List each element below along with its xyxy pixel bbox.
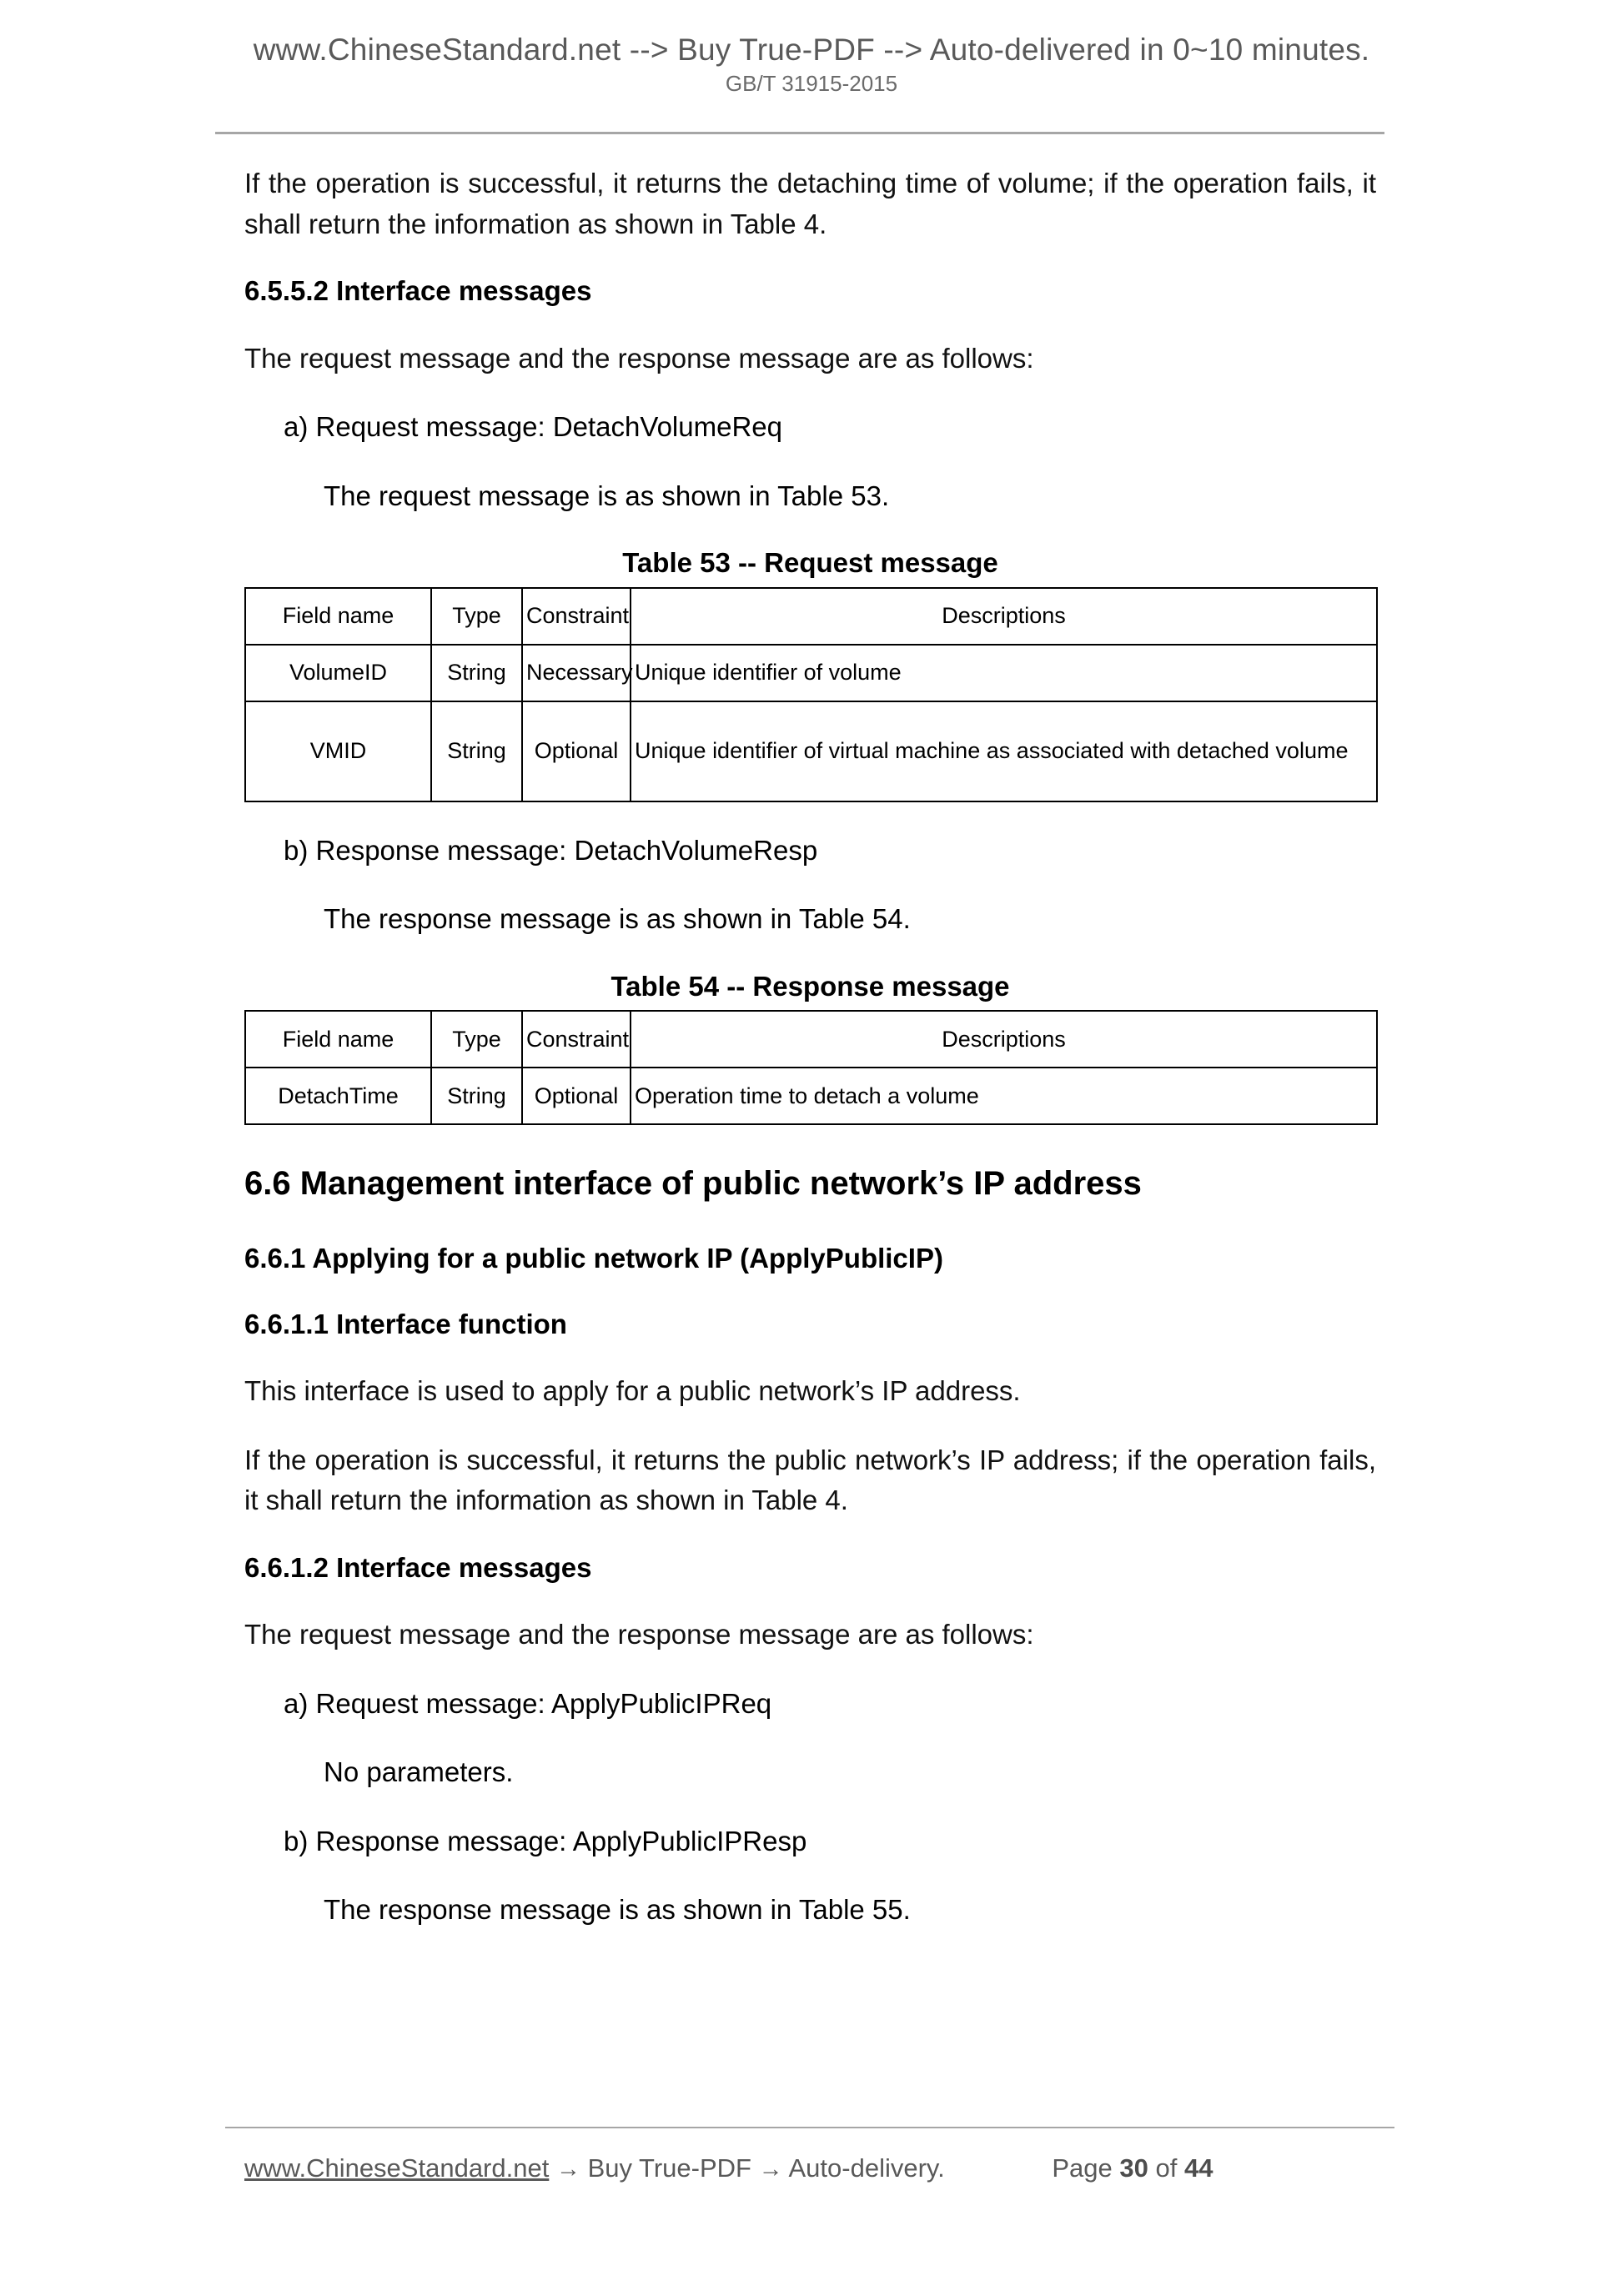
table-row <box>245 701 1377 801</box>
list-subtext-a-apply: No parameters. <box>324 1756 514 1788</box>
table-53-r0-constraint: Necessary <box>522 645 631 701</box>
footer-page-label: Page <box>1052 2153 1113 2183</box>
table-53-r1-type: String <box>431 701 522 801</box>
table-53-r1-field: VMID <box>245 701 431 801</box>
table-53-col-type: Type <box>431 588 522 645</box>
footer-delivery-label: Auto-delivery. <box>788 2153 945 2183</box>
paragraph-request-response-1: The request message and the response message are as follows: <box>244 342 1034 374</box>
table-54-col-field-name: Field name <box>245 1011 431 1068</box>
table-54-r0-type: String <box>431 1068 522 1124</box>
table-53-col-descriptions: Descriptions <box>631 588 1377 645</box>
footer-page-number: 30 <box>1119 2153 1148 2183</box>
heading-6-6: 6.6 Management interface of public network’s IP address <box>244 1165 1142 1203</box>
table-53-r0-description: Unique identifier of volume <box>631 645 1377 701</box>
table-54-r0-field: DetachTime <box>245 1068 431 1124</box>
paragraph-detach-result: If the operation is successful, it returns the detaching time of volume; if the operation fails, it shall return the information as shown in Table 4. <box>244 168 1376 239</box>
paragraph-apply-function: This interface is used to apply for a public network’s IP address. <box>244 1375 1021 1407</box>
footer-site-link[interactable]: www.ChineseStandard.net <box>244 2153 550 2183</box>
paragraph-apply-result: If the operation is successful, it returns the public network’s IP address; if the operation fails, it shall return the information as shown in Table 4. <box>244 1444 1376 1516</box>
arrow-right-icon: → <box>758 2156 783 2183</box>
header-divider <box>215 132 1384 134</box>
arrow-right-icon: → <box>555 2156 580 2183</box>
table-54-col-descriptions: Descriptions <box>631 1011 1377 1068</box>
table-54 <box>244 1010 1378 1125</box>
heading-6-6-1-2: 6.6.1.2 Interface messages <box>244 1551 592 1583</box>
table-53-col-constraint: Constraint <box>522 588 631 645</box>
table-53-caption: Table 53 -- Request message <box>622 547 998 579</box>
list-subtext-a-detach: The request message is as shown in Table 53. <box>324 480 890 511</box>
table-54-r0-description: Operation time to detach a volume <box>631 1068 1377 1124</box>
page-header <box>0 32 1623 97</box>
table-53-col-field-name: Field name <box>245 588 431 645</box>
table-53-r0-field: VolumeID <box>245 645 431 701</box>
header-standard-number: GB/T 31915-2015 <box>725 70 898 96</box>
table-53 <box>244 587 1378 802</box>
table-row <box>245 645 1377 701</box>
heading-6-6-1: 6.6.1 Applying for a public network IP (ApplyPublicIP) <box>244 1243 943 1274</box>
table-54-caption: Table 54 -- Response message <box>611 970 1010 1002</box>
heading-6-5-5-2: 6.5.5.2 Interface messages <box>244 275 592 306</box>
table-53-r1-constraint: Optional <box>522 701 631 801</box>
footer-page-total: 44 <box>1183 2153 1213 2183</box>
list-subtext-b-apply: The response message is as shown in Table 55. <box>324 1894 911 1926</box>
list-subtext-b-detach: The response message is as shown in Table 54. <box>324 903 911 935</box>
table-54-header-row <box>245 1011 1377 1068</box>
table-54-col-constraint: Constraint <box>522 1011 631 1068</box>
table-53-r0-type: String <box>431 645 522 701</box>
footer-divider <box>225 2127 1394 2128</box>
list-item-b-apply: b) Response message: ApplyPublicIPResp <box>284 1825 807 1856</box>
document-content <box>244 163 1376 1959</box>
table-53-r1-description: Unique identifier of virtual machine as associated with detached volume <box>631 701 1377 801</box>
footer-of-label: of <box>1155 2153 1178 2183</box>
list-item-a-detach: a) Request message: DetachVolumeReq <box>284 411 782 443</box>
paragraph-request-response-2: The request message and the response message are as follows: <box>244 1619 1034 1650</box>
list-item-b-detach: b) Response message: DetachVolumeResp <box>284 834 818 866</box>
table-54-col-type: Type <box>431 1011 522 1068</box>
list-item-a-apply: a) Request message: ApplyPublicIPReq <box>284 1687 772 1719</box>
table-row <box>245 1068 1377 1124</box>
page-footer <box>244 2152 1395 2186</box>
footer-page-info <box>1052 2153 1213 2183</box>
footer-buy-label: Buy True-PDF <box>587 2153 751 2183</box>
heading-6-6-1-1: 6.6.1.1 Interface function <box>244 1308 567 1339</box>
header-promo-text: www.ChineseStandard.net --> Buy True-PDF --> Auto-delivered in 0~10 minutes. <box>253 33 1370 67</box>
table-54-r0-constraint: Optional <box>522 1068 631 1124</box>
table-53-header-row <box>245 588 1377 645</box>
